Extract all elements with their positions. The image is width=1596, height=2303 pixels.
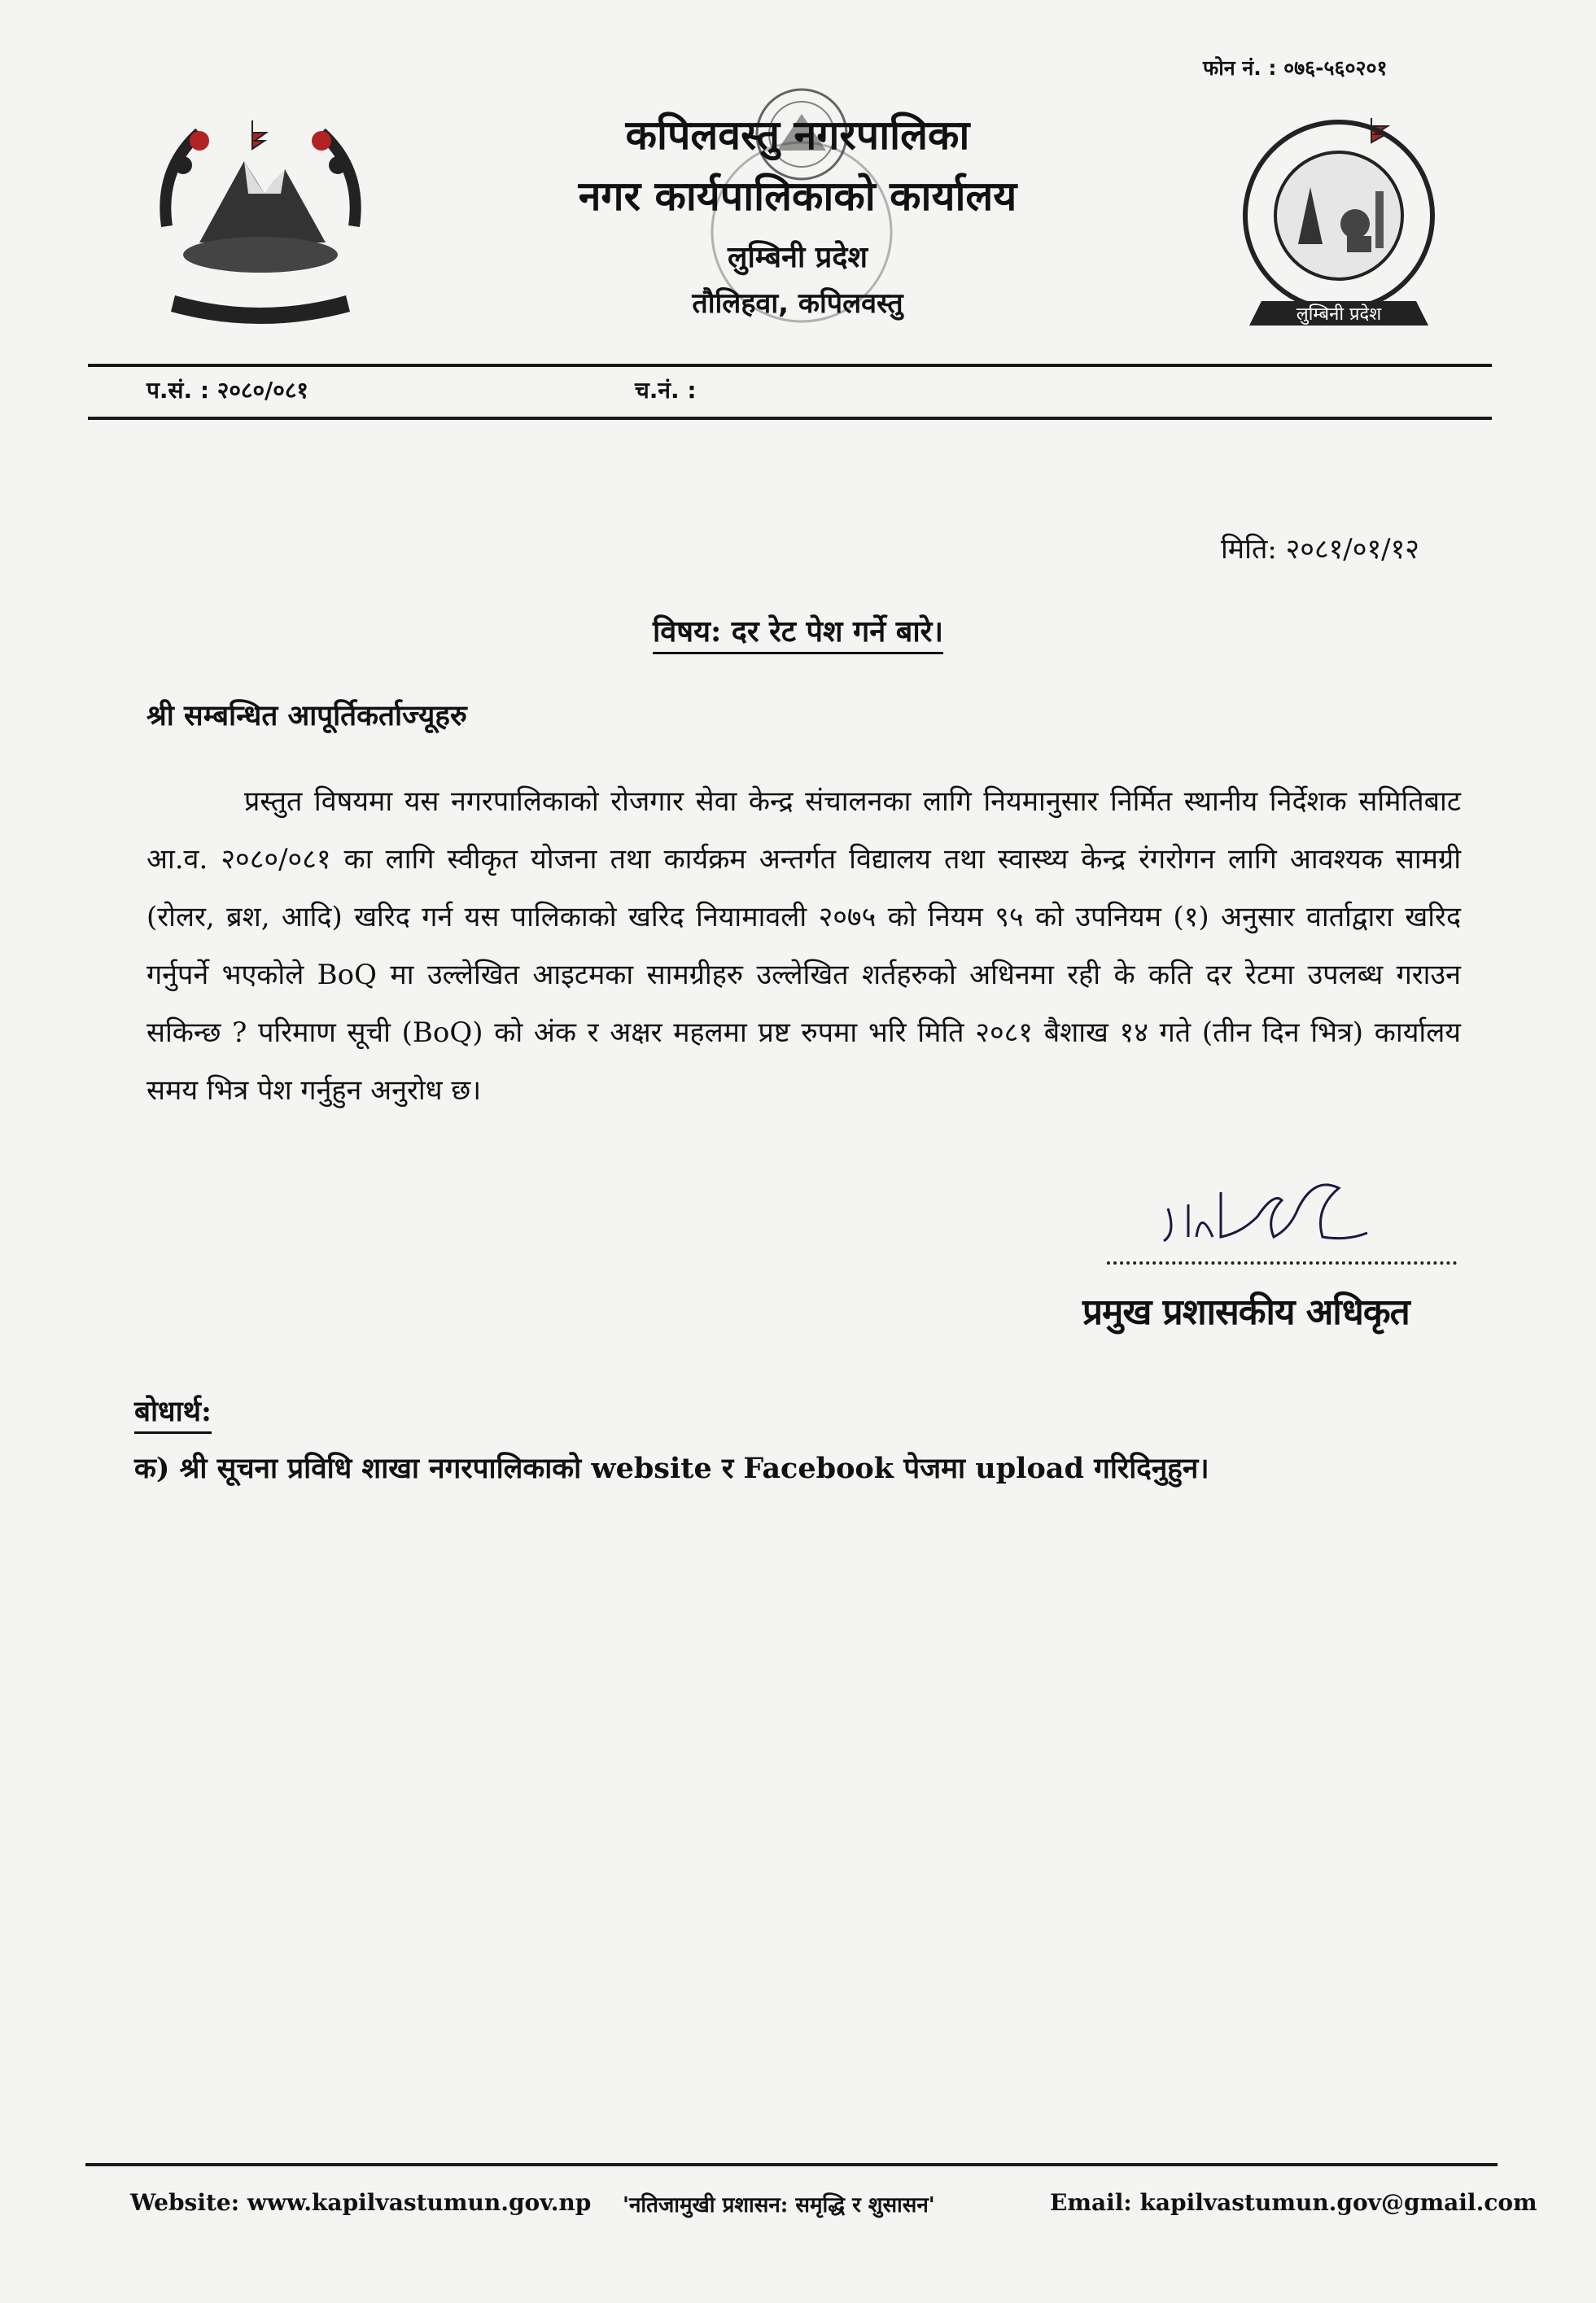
office-address: तौलिहवा, कपिलवस्तु [692,287,903,320]
footer-website: Website: www.kapilvastumun.gov.np [130,2189,592,2216]
municipality-name: कपिलवस्तु नगरपालिका [625,111,970,159]
phone-number: फोन नं. : ०७६-५६०२०१ [1203,56,1388,80]
signature-line [1107,1261,1457,1265]
reference-number: प.सं. : २०८०/०८१ [146,377,308,404]
letter-date: मिति: २०८१/०१/१२ [1221,533,1419,566]
letter-subject [0,610,1596,650]
nepal-emblem-icon [142,104,378,332]
footer-email: Email: kapilvastumun.gov@gmail.com [1050,2189,1537,2216]
subject-text: विषय: दर रेट पेश गर्ने बारे। [653,614,943,654]
header-divider-lower [88,417,1492,420]
province-name: लुम्बिनी प्रदेश [728,241,868,274]
office-name: नगर कार्यपालिकाको कार्यालय [578,173,1017,220]
logo-banner-text: लुम्बिनी प्रदेश [1296,304,1382,325]
dispatch-number: च.नं. : [635,377,697,404]
footer-motto: 'नतिजामुखी प्रशासन: समृद्धि र शुसासन' [623,2193,935,2218]
signatory-designation: प्रमुख प्रशासकीय अधिकृत [1082,1291,1410,1333]
municipality-logo-icon [1233,110,1445,342]
header-divider [88,364,1492,367]
cc-item: क) श्री सूचना प्रविधि शाखा नगरपालिकाको website र Facebook पेजमा upload गरिदिनुहुन। [134,1452,1209,1485]
footer-divider [85,2163,1498,2166]
signature-icon [1152,1160,1388,1265]
cc-label: बोधार्थ: [134,1392,212,1434]
letter-body: प्रस्तुत विषयमा यस नगरपालिकाको रोजगार सेवा केन्द्र संचालनका लागि नियमानुसार निर्मित स्थानीय निर्देशक समितिबाट आ.व. २०८०/०८१ का लागि स्वीकृत योजना तथा कार्यक्रम अन्तर्गत विद्यालय तथा स्वास्थ्य केन्द्र रंगरोगन लागि आवश्यक सामग्री (रोलर, ब्रश, आदि) खरिद गर्न यस पालिकाको खरिद नियामावली २०७५ को नियम ९५ को उपनियम (१) अनुसार वार्ताद्वारा खरिद गर्नुपर्ने भएकोले BoQ मा उल्लेखित आइटमका सामग्रीहरु उल्लेखित शर्तहरुको अधिनमा रही के कति दर रेटमा उपलब्ध गराउन सकिन्छ ? परिमाण सूची (BoQ) को अंक र अक्षर महलमा प्रष्ट रुपमा भरि मिति २०८१ बैशाख १४ गते (तीन दिन भित्र) कार्यालय समय भित्र पेश गर्नुहुन अनुरोध छ। [146,785,1461,1107]
letter-addressee: श्री सम्बन्धित आपूर्तिकर्ताज्यूहरु [146,699,467,732]
